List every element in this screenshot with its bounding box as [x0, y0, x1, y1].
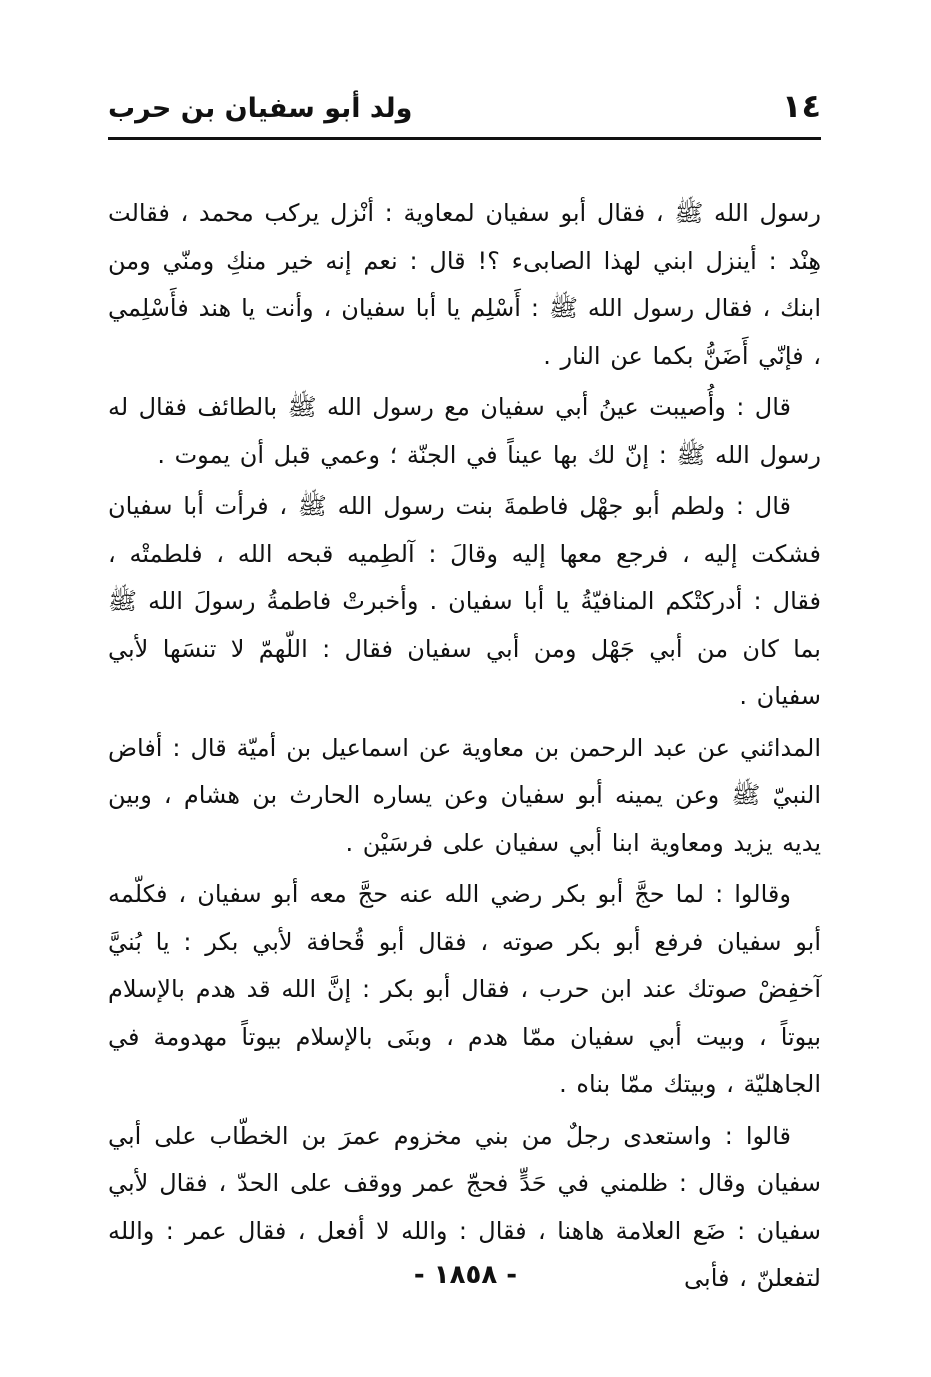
paragraph: رسول الله ﷺ ، فقال أبو سفيان لمعاوية : أنْزل يركب محمد ، فقالت هِنْد : أينزل ابني لهذا الصابىء ؟! قال : نعم إنه خير منكِ ومنّي ومن ابنك ، فقال رسول الله ﷺ : أَسْلِم يا أبا سفيان ، وأنت يا هند فأَسْلِمي ، فإنّي أَضَنُّ بكما عن النار . — [108, 199, 821, 370]
paragraph: قال : وأُصيبت عينُ أبي سفيان مع رسول الله ﷺ بالطائف فقال له رسول الله ﷺ : إنّ لك بها عيناً في الجنّة ؛ وعمي قبل أن يموت . — [108, 393, 821, 469]
running-title: ولد أبو سفيان بن حرب — [108, 93, 413, 124]
page-header — [108, 84, 821, 132]
header-rule — [108, 137, 821, 140]
paragraph: قال : ولطم أبو جهْل فاطمةَ بنت رسول الله ﷺ ، فرأت أبا سفيان فشكت إليه ، فرجع معها إليه وقالَ : آلطِميه قبحه الله ، فلطمتْه ، فقال : أدركتْكم المنافيّةُ يا أبا سفيان . وأخبرتْ فاطمةُ رسولَ الله ﷺ بما كان من أبي جَهْل ومن أبي سفيان فقال : اللّهمّ لا تنسَها لأبي سفيان . — [108, 492, 821, 710]
body-text — [108, 190, 821, 1307]
paragraph: وقالوا : لما حجَّ أبو بكر رضي الله عنه حجَّ معه أبو سفيان ، فكلّمه أبو سفيان فرفع أبو بكر صوته ، فقال أبو قُحافة لأبي بكر : يا بُنيَّ آخفِضْ صوتك عند ابن حرب ، فقال أبو بكر : إنَّ الله قد هدم بالإسلام بيوتاً ، وبيت أبي سفيان ممّا هدم ، وبنَى بالإسلام بيوتاً مهدومة في الجاهليّة ، وبيتك ممّا بناه . — [108, 880, 821, 1098]
page-folio: - ١٨٥٨ - — [413, 1260, 518, 1290]
page-number: ١٤ — [781, 87, 821, 125]
paragraph: المدائني عن عبد الرحمن بن معاوية عن اسماعيل بن أميّة قال : أفاض النبيّ ﷺ وعن يمينه أبو سفيان وعن يساره الحارث بن هشام ، وبين يديه يزيد ومعاوية ابنا أبي سفيان على فرسَيْن . — [108, 733, 821, 857]
paragraph: قالوا : واستعدى رجلٌ من بني مخزوم عمرَ بن الخطّاب على أبي سفيان وقال : ظلمني في حَدٍّ فحجّ عمر ووقف على الحدّ ، فقال لأبي سفيان : ضَع العلامة هاهنا ، فقال : والله لا أفعل ، فقال عمر : والله لتفعلنّ ، فأبى — [108, 1121, 821, 1292]
